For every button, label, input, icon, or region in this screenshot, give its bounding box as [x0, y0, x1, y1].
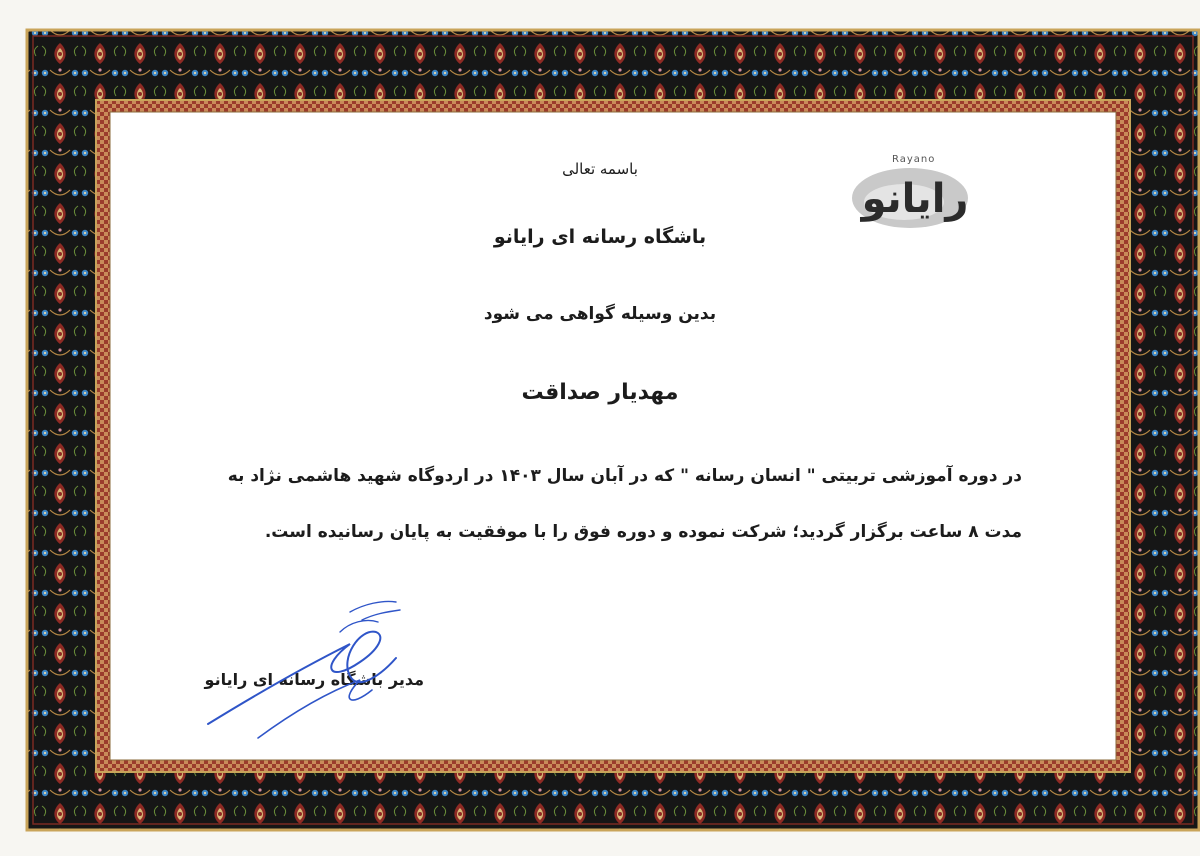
certify-line: بدین وسیله گواهی می شود [483, 304, 717, 324]
signer-title: مدیر باشگاه رسانه ای رایانو [204, 670, 424, 689]
organization-title: باشگاه رسانه ای رایانو [493, 226, 707, 248]
logo-text: رایانو [861, 176, 969, 222]
salutation: باسمه تعالی [562, 160, 638, 178]
body-text-line-1: در دوره آموزشی تربیتی " انسان رسانه " که در آبان سال ۱۴۰۳ در اردوگاه شهید هاشمی نژاد به [227, 466, 1022, 486]
body-text-line-2: مدت ۸ ساعت برگزار گردید؛ شرکت نموده و دوره فوق را با موفقیت به پایان رسانیده است. [264, 522, 1022, 542]
recipient-name: مهدیار صداقت [521, 380, 679, 405]
logo-latin-text: Rayano [892, 154, 936, 165]
handwritten-signature [200, 592, 430, 752]
